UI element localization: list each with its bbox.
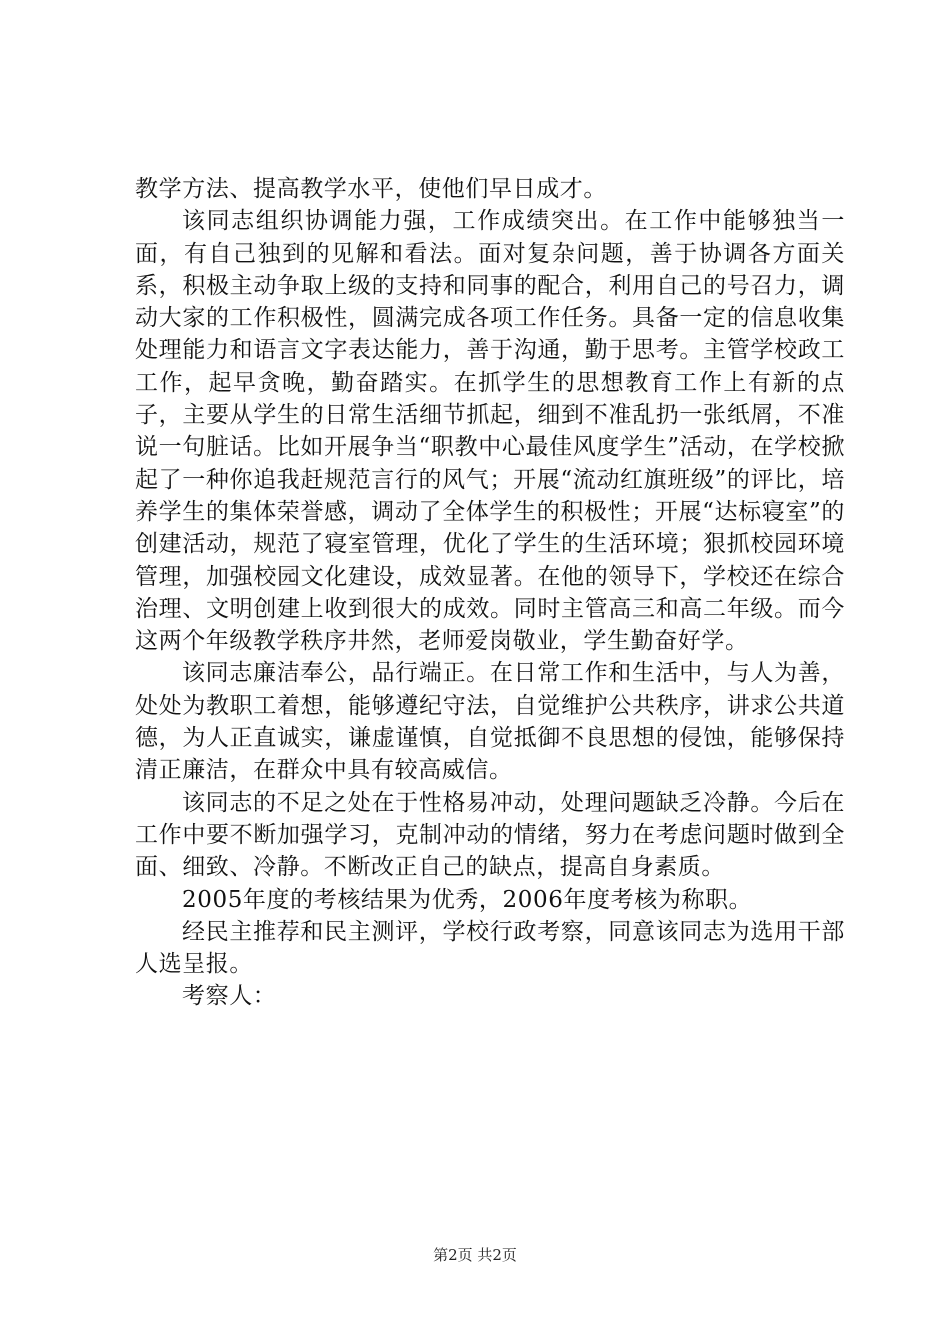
paragraph-inspector: 考察人：	[182, 983, 277, 1010]
paragraph-shortcomings: 该同志的不足之处在于性格易冲动，处理问题缺乏冷静。今后在工作中要不断加强学习，克制冲动的情绪，努力在考虑问题时做到全面、细致、冷静。不断改正自己的缺点，提高自身素质。	[135, 789, 845, 881]
paragraph-recommendation: 经民主推荐和民主测评，学校行政考察，同意该同志为选用干部人选呈报。	[135, 918, 845, 978]
paragraph-integrity: 该同志廉洁奉公，品行端正。在日常工作和生活中，与人为善，处处为教职工着想，能够遵纪守法，自觉维护公共秩序，讲求公共道德，为人正直诚实，谦虚谨慎，自觉抵御不良思想的侵蚀，能够保持清正廉洁，在群众中具有较高威信。	[135, 660, 845, 784]
page-number-footer: 第2页 共2页	[433, 1246, 517, 1264]
paragraph-organization-ability: 该同志组织协调能力强，工作成绩突出。在工作中能够独当一面，有自己独到的见解和看法。面对复杂问题，善于协调各方面关系，积极主动争取上级的支持和同事的配合，利用自己的号召力，调动大家的工作积极性，圆满完成各项工作任务。具备一定的信息收集处理能力和语言文字表达能力，善于沟通，勤于思考。主管学校政工工作，起早贪晚，勤奋踏实。在抓学生的思想教育工作上有新的点子，主要从学生的日常生活细节抓起，细到不准乱扔一张纸屑，不准说一句脏话。比如开展争当“职教中心最佳风度学生”活动，在学校掀起了一种你追我赶规范言行的风气；开展“流动红旗班级”的评比，培养学生的集体荣誉感，调动了全体学生的积极性；开展“达标寝室”的创建活动，规范了寝室管理，优化了学生的生活环境；狠抓校园环境管理，加强校园文化建设，成效显著。在他的领导下，学校还在综合治理、文明创建上收到很大的成效。同时主管高三和高二年级。而今这两个年级教学秩序井然，老师爱岗敬业，学生勤奋好学。	[135, 208, 845, 655]
document-body	[135, 173, 845, 1013]
paragraph-assessment-results: 2005年度的考核结果为优秀，2006年度考核为称职。	[182, 886, 753, 913]
paragraph-continuation: 教学方法、提高教学水平，使他们早日成才。	[135, 176, 607, 202]
